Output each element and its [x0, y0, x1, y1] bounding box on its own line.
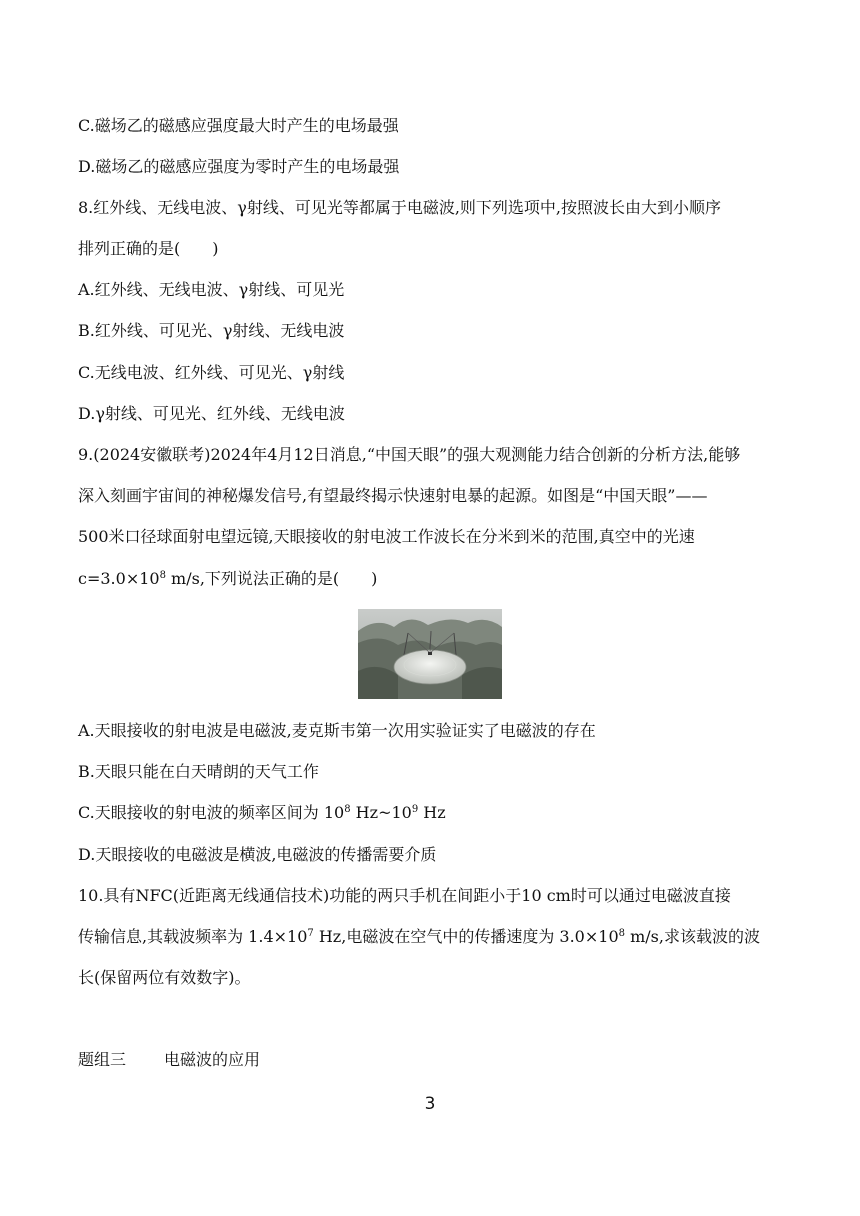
q8-stem-line-1: 8.红外线、无线电波、γ射线、可见光等都属于电磁波,则下列选项中,按照波长由大到小顺序	[78, 198, 722, 217]
q10-line-2-b: Hz,电磁波在空气中的传播速度为 3.0×10	[313, 927, 619, 946]
q9-stem-line-4	[78, 568, 377, 590]
q10-line-2	[78, 926, 760, 948]
section-heading	[78, 1049, 260, 1071]
q9-option-c-exp2: 9	[411, 804, 419, 815]
section-title: 电磁波的应用	[164, 1050, 261, 1069]
page-number: 3	[424, 1094, 436, 1114]
q9-stem-line-4-pre: c=3.0×10	[78, 569, 160, 588]
q8-option-b: B.红外线、可见光、γ射线、无线电波	[78, 321, 345, 340]
q9-stem-line-2: 深入刻画宇宙间的神秘爆发信号,有望最终揭示快速射电暴的起源。如图是“中国天眼”——	[78, 486, 708, 505]
section-label: 题组三	[78, 1050, 127, 1069]
q8-option-a: A.红外线、无线电波、γ射线、可见光	[78, 280, 345, 299]
telescope-photo	[358, 609, 502, 699]
q7-option-c: C.磁场乙的磁感应强度最大时产生的电场最强	[78, 116, 399, 135]
q9-option-c-mid: Hz~10	[350, 803, 412, 822]
q10-line-2-c: m/s,求该载波的波	[625, 927, 760, 946]
q7-option-d: D.磁场乙的磁感应强度为零时产生的电场最强	[78, 157, 400, 176]
q9-option-d: D.天眼接收的电磁波是横波,电磁波的传播需要介质	[78, 845, 437, 864]
q10-line-1: 10.具有NFC(近距离无线通信技术)功能的两只手机在间距小于10 cm时可以通过电磁波直接	[78, 886, 731, 905]
q8-stem-line-2: 排列正确的是( )	[78, 239, 219, 258]
q10-line-2-a: 传输信息,其载波频率为 1.4×10	[78, 927, 308, 946]
q10-line-3: 长(保留两位有效数字)。	[78, 968, 251, 987]
q9-option-a: A.天眼接收的射电波是电磁波,麦克斯韦第一次用实验证实了电磁波的存在	[78, 721, 596, 740]
q9-option-b: B.天眼只能在白天晴朗的天气工作	[78, 762, 319, 781]
q9-option-c-post: Hz	[418, 803, 446, 822]
q9-option-c-pre: C.天眼接收的射电波的频率区间为 10	[78, 803, 345, 822]
q9-option-c	[78, 802, 446, 824]
q9-stem-line-4-exp: 8	[159, 570, 166, 581]
q9-stem-line-1: 9.(2024安徽联考)2024年4月12日消息,“中国天眼”的强大观测能力结合创新的分析方法,能够	[78, 445, 741, 464]
q9-stem-line-3: 500米口径球面射电望远镜,天眼接收的射电波工作波长在分米到米的范围,真空中的光速	[78, 527, 695, 546]
q8-option-d: D.γ射线、可见光、红外线、无线电波	[78, 404, 345, 423]
q8-option-c: C.无线电波、红外线、可见光、γ射线	[78, 363, 345, 382]
q10-line-2-exp1: 7	[307, 928, 314, 939]
q10-line-2-exp2: 8	[618, 928, 625, 939]
q9-option-c-exp1: 8	[344, 804, 351, 815]
q9-stem-line-4-post: m/s,下列说法正确的是( )	[165, 569, 378, 588]
